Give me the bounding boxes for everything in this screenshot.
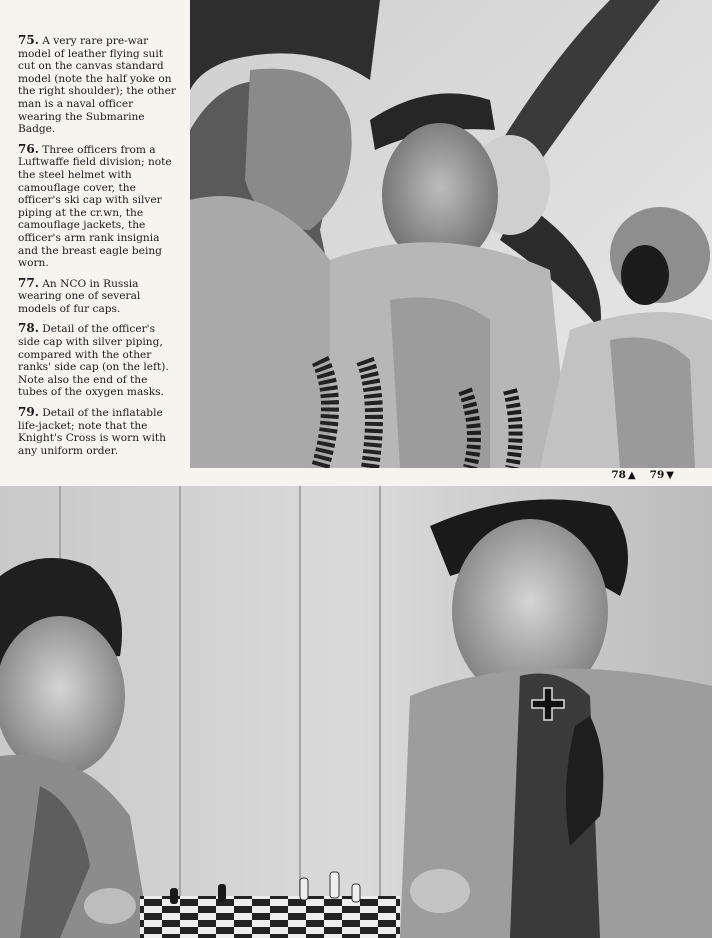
photo-78-airmen (190, 0, 712, 468)
caption-text: An NCO in Russia wearing one of several models of fur caps. (18, 277, 141, 315)
caption-number: 76. (18, 141, 39, 156)
photo-references (611, 469, 674, 481)
caption-text: A very rare pre-war model of leather flying suit cut on the canvas standard model (note the half yoke on the right shoulder); the other man is a naval officer wearing the Submarine Badge. (18, 35, 176, 136)
caption-number: 78. (18, 321, 39, 336)
caption-76 (18, 143, 178, 270)
caption-75 (18, 34, 178, 136)
triangle-down-icon: ▼ (666, 469, 674, 481)
photo-79-image (0, 486, 712, 938)
caption-78 (18, 322, 178, 399)
caption-text: Three officers from a Luftwaffe field division; note the steel helmet with camouflage cover, the officer's ski cap with silver piping at the cr.wn, the camouflage jackets, the officer's arm rank insignia and the breast eagle being worn. (18, 143, 172, 270)
photo-ref-78 (611, 469, 635, 481)
triangle-up-icon: ▲ (627, 469, 636, 481)
caption-text: Detail of the inflatable life-jacket; note that the Knight's Cross is worn with any uniform order. (18, 407, 166, 457)
photo-ref-label: 78 (611, 469, 626, 481)
photo-79-chess-players (0, 486, 712, 938)
caption-text: Detail of the officer's side cap with silver piping, compared with the other ranks' side cap (on the left). Note also the end of the tubes of the oxygen masks. (18, 323, 169, 399)
caption-number: 77. (18, 275, 39, 290)
captions-column (18, 34, 178, 464)
photo-ref-79 (650, 469, 674, 481)
caption-number: 79. (18, 405, 39, 420)
photo-ref-label: 79 (649, 469, 665, 481)
photo-78-image (190, 0, 712, 468)
caption-79 (18, 406, 178, 457)
caption-number: 75. (18, 33, 39, 47)
caption-77 (18, 277, 178, 316)
